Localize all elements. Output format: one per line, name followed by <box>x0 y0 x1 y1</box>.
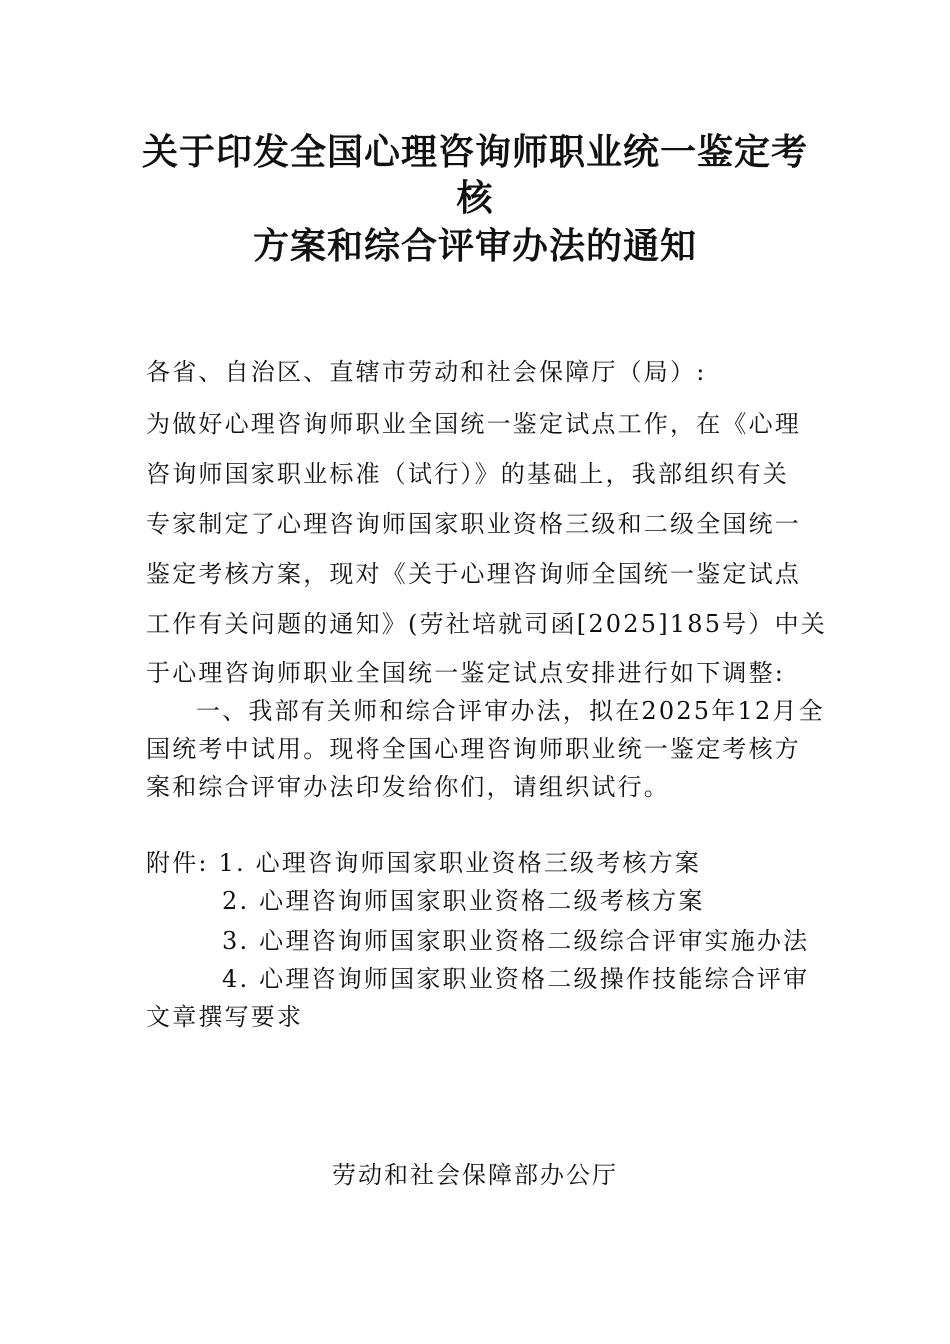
body-line: 咨询师国家职业标准（试行）》的基础上，我部组织有关 <box>146 460 789 488</box>
body-line: 案和综合评审办法印发给你们，请组织试行。 <box>146 773 670 801</box>
attachment-item: 附件: 1. 心理咨询师国家职业资格三级考核方案 <box>146 849 702 877</box>
attachment-item: 3. 心理咨询师国家职业资格二级综合评审实施办法 <box>222 927 810 955</box>
attachment-item: 4. 心理咨询师国家职业资格二级操作技能综合评审 <box>222 965 810 993</box>
issuing-office: 劳动和社会保障部办公厅 <box>332 1161 618 1189</box>
addressee: 各省、自治区、直辖市劳动和社会保障厅（局）: <box>146 358 707 386</box>
document-title-line-1: 关于印发全国心理咨询师职业统一鉴定考 <box>141 131 808 173</box>
document-title-line-2: 核 <box>456 177 494 219</box>
attachment-item: 2. 心理咨询师国家职业资格二级考核方案 <box>222 887 705 915</box>
body-line: 为做好心理咨询师职业全国统一鉴定试点工作，在《心理 <box>146 410 801 438</box>
attachment-item-continued: 文章撰写要求 <box>146 1003 304 1031</box>
body-line: 于心理咨询师职业全国统一鉴定试点安排进行如下调整: <box>146 659 786 687</box>
document-title-line-3: 方案和综合评审办法的通知 <box>252 225 697 267</box>
body-line: 专家制定了心理咨询师国家职业资格三级和二级全国统一 <box>146 510 801 538</box>
body-line: 工作有关问题的通知》(劳社培就司函[2025]185号）中关 <box>146 610 827 638</box>
body-line: 一、我部有关师和综合评审办法，拟在2025年12月全 <box>196 697 825 725</box>
body-line: 鉴定考核方案，现对《关于心理咨询师全国统一鉴定试点 <box>146 560 801 588</box>
body-line: 国统考中试用。现将全国心理咨询师职业统一鉴定考核方 <box>146 735 801 763</box>
